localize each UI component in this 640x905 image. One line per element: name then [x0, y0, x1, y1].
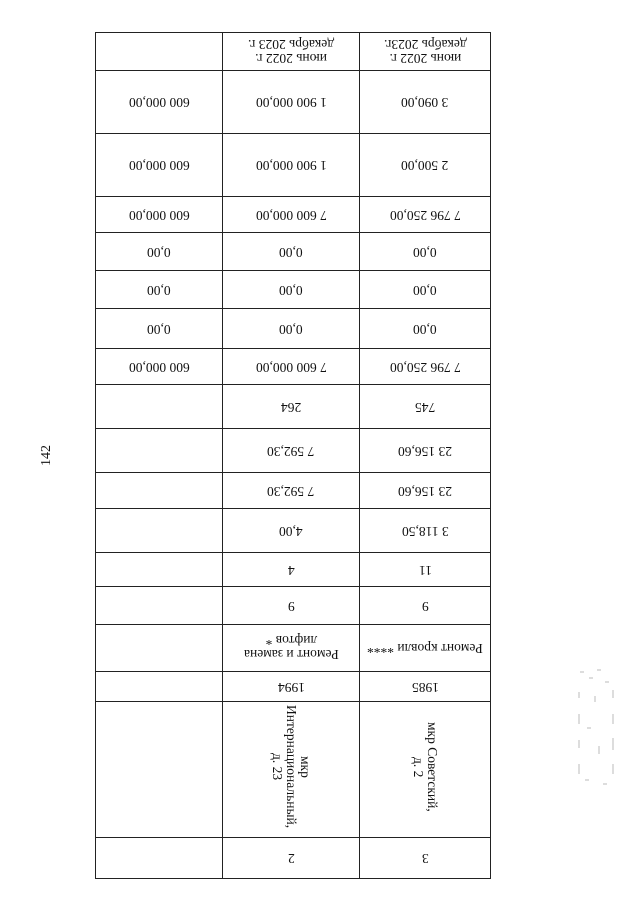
table-cell: [360, 271, 491, 309]
cell-text: 2: [287, 851, 295, 866]
cell-text: 3 118,50: [401, 523, 449, 539]
cell-text: 2 500,00: [401, 158, 449, 173]
table-body: [96, 33, 491, 879]
cell-text: Ремонт кровли ****: [367, 641, 483, 656]
table-cell: [96, 33, 223, 71]
cell-text: 1985: [411, 679, 439, 695]
cell-text: мкр Интернациональный, д. 23: [270, 705, 313, 829]
table-cell: [223, 672, 360, 702]
table-cell: [96, 197, 223, 233]
table-cell: [360, 625, 491, 672]
cell-text: 7 592,30: [267, 483, 315, 499]
cell-text: 23 156,60: [398, 443, 452, 459]
cell-text: Ремонт и замена лифтов *: [243, 633, 339, 662]
table-cell: [360, 553, 491, 587]
table-row: [96, 473, 491, 509]
table-row: [96, 309, 491, 349]
cell-text: 600 000,00: [128, 158, 190, 173]
cell-text: 0,00: [147, 321, 171, 337]
table-cell: [223, 71, 360, 134]
table-cell: [223, 473, 360, 509]
table-cell: [223, 509, 360, 553]
page-number: 142: [39, 445, 54, 466]
table-cell: [96, 672, 223, 702]
cell-text: 4: [287, 562, 295, 578]
table-cell: [96, 473, 223, 509]
cell-text: 7 592,30: [267, 443, 315, 459]
table-row: [96, 385, 491, 429]
table-row: [96, 134, 491, 197]
cell-text: 4,00: [279, 523, 303, 539]
table-cell: [96, 429, 223, 473]
table-cell: [223, 587, 360, 625]
cell-text: 7 600 000,00: [255, 359, 327, 375]
cell-text: 0,00: [279, 282, 303, 298]
table-row: [96, 271, 491, 309]
cell-text: 0,00: [413, 244, 437, 260]
table-cell: [96, 838, 223, 879]
table-cell: [360, 473, 491, 509]
table-cell: [223, 702, 360, 838]
table-cell: [96, 349, 223, 385]
table-row: [96, 553, 491, 587]
cell-text: 600 000,00: [128, 95, 190, 110]
table-row: [96, 197, 491, 233]
table-row: [96, 587, 491, 625]
document-table: [95, 32, 491, 879]
cell-text: 11: [418, 562, 432, 578]
table-cell: [96, 71, 223, 134]
cell-text: 3: [421, 851, 429, 866]
table-row: [96, 625, 491, 672]
cell-text: 7 796 250,00: [389, 207, 461, 223]
table-cell: [360, 134, 491, 197]
table-cell: [223, 197, 360, 233]
cell-text: июнь 2022 г. декабрь 2023г.: [383, 36, 467, 66]
table-cell: [223, 838, 360, 879]
table-cell: [360, 349, 491, 385]
cell-text: 9: [287, 598, 295, 614]
cell-text: 7 600 000,00: [255, 207, 327, 223]
table-cell: [96, 271, 223, 309]
table-cell: [360, 197, 491, 233]
table-row: [96, 71, 491, 134]
table-cell: [96, 702, 223, 838]
table-cell: [223, 625, 360, 672]
table-cell: [360, 71, 491, 134]
table-cell: [360, 233, 491, 271]
table-row: [96, 702, 491, 838]
table-row: [96, 429, 491, 473]
table-cell: [96, 625, 223, 672]
cell-text: мкр Советский, д. 2: [411, 722, 440, 812]
cell-text: 0,00: [413, 282, 437, 298]
table-cell: [96, 509, 223, 553]
cell-text: 600 000,00: [128, 359, 190, 375]
table-cell: [360, 309, 491, 349]
table-cell: [360, 587, 491, 625]
table-cell: [223, 553, 360, 587]
cell-text: 1 900 000,00: [255, 95, 327, 110]
cell-text: 1994: [277, 679, 305, 695]
cell-text: 23 156,60: [398, 483, 452, 499]
table-row: [96, 33, 491, 71]
cell-text: 7 796 250,00: [389, 359, 461, 375]
cell-text: 0,00: [413, 321, 437, 337]
table-cell: [96, 587, 223, 625]
table-cell: [223, 134, 360, 197]
scan-artifact: [575, 668, 620, 788]
table-cell: [223, 233, 360, 271]
table-cell: [96, 553, 223, 587]
table-row: [96, 672, 491, 702]
table-cell: [223, 271, 360, 309]
table-row: [96, 509, 491, 553]
table-cell: [360, 33, 491, 71]
table-cell: [360, 672, 491, 702]
table-cell: [223, 349, 360, 385]
table-row: [96, 838, 491, 879]
table-cell: [223, 385, 360, 429]
table-row: [96, 349, 491, 385]
table-cell: [96, 309, 223, 349]
table-cell: [360, 838, 491, 879]
cell-text: 264: [280, 399, 302, 415]
cell-text: июнь 2022 г. декабрь 2023 г.: [247, 36, 335, 66]
table-cell: [223, 429, 360, 473]
table-row: [96, 233, 491, 271]
table-cell: [96, 134, 223, 197]
cell-text: 745: [414, 399, 436, 415]
cell-text: 0,00: [279, 244, 303, 260]
table-cell: [96, 233, 223, 271]
table-cell: [223, 309, 360, 349]
table-cell: [360, 702, 491, 838]
cell-text: 0,00: [147, 244, 171, 260]
table-cell: [96, 385, 223, 429]
cell-text: 1 900 000,00: [255, 158, 327, 173]
cell-text: 9: [421, 598, 429, 614]
cell-text: 0,00: [279, 321, 303, 337]
cell-text: 0,00: [147, 282, 171, 298]
cell-text: 600 000,00: [128, 207, 190, 223]
table-cell: [360, 509, 491, 553]
table-cell: [360, 429, 491, 473]
table-cell: [360, 385, 491, 429]
cell-text: 3 090,00: [401, 95, 449, 110]
table-cell: [223, 33, 360, 71]
